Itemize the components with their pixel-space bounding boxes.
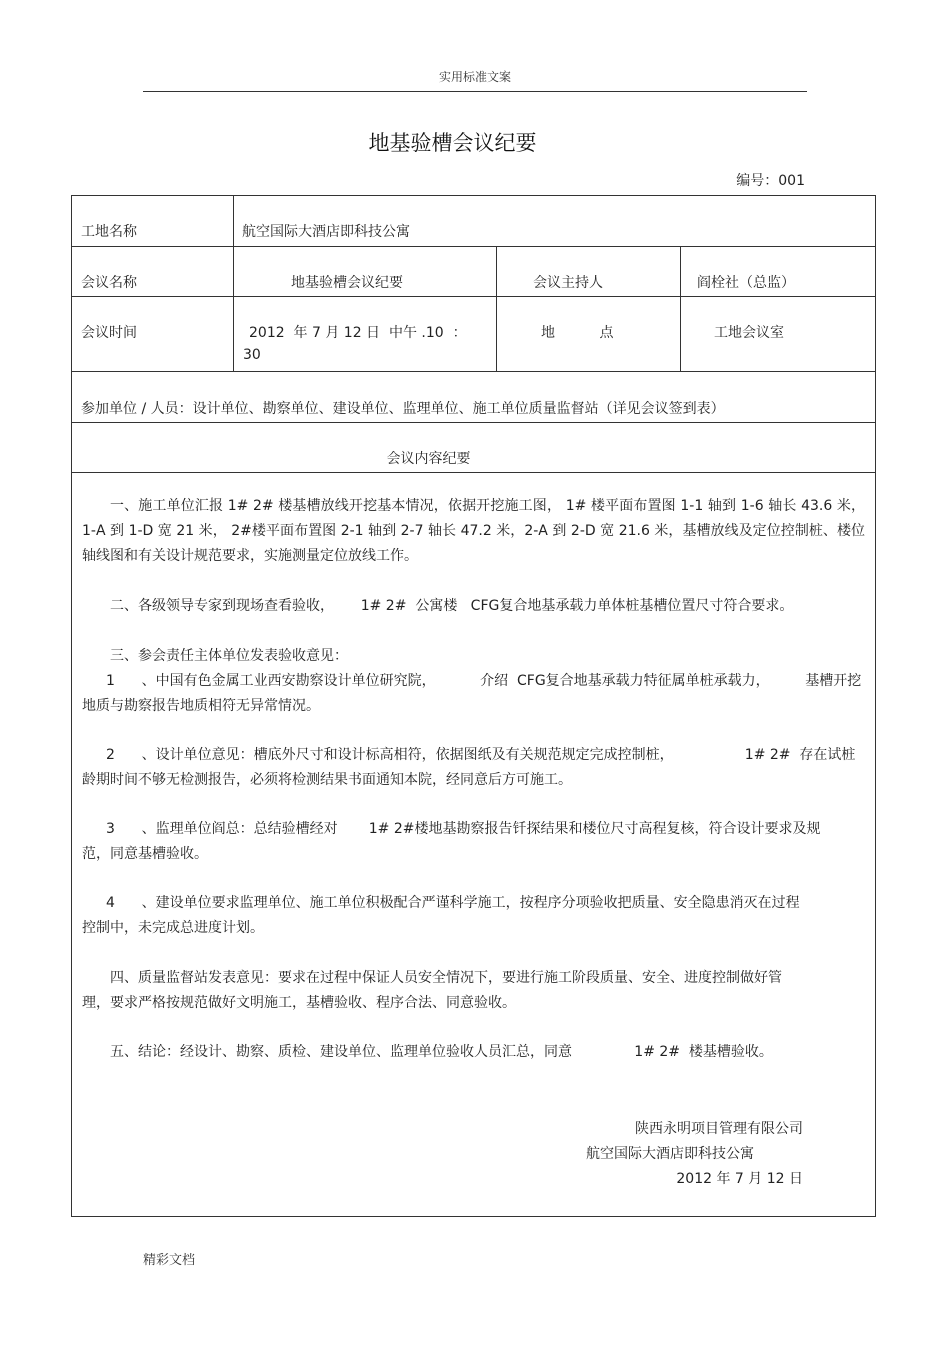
minutes-paragraph-1: 一、施工单位汇报 1# 2# 楼基槽放线开挖基本情况，依据开挖施工图， 1# 楼平面布置图 1-1 轴到 1-6 轴长 43.6 米，1-A 到 1-D 宽 21 米， 2#楼平面布置图 2-1 轴到 2-7 轴长 47.2 米，2-A 到 2-D 宽 21.6 米，基槽放线及定位控制桩、楼位轴线图和有关设计规范要求，实施测量定位放线工作。 (82, 498, 865, 564)
document-title: 地基验槽会议纪要 (368, 131, 537, 155)
meeting-label: 会议名称 (81, 275, 137, 291)
minutes-paragraph-7: 4 、建设单位要求监理单位、施工单位积极配合严谨科学施工，按程序分项验收把质量、安全隐患消灭在过程控制中，未完成总进度计划。 (82, 895, 800, 936)
signature-company: 陕西永明项目管理有限公司 (635, 1121, 803, 1137)
signature-project: 航空国际大酒店即科技公寓 (586, 1146, 754, 1162)
host-label: 会议主持人 (533, 275, 603, 291)
row-content-heading (72, 423, 875, 473)
site-label: 工地名称 (81, 224, 137, 240)
time-label: 会议时间 (81, 325, 137, 341)
signature-date: 2012 年 7 月 12 日 (676, 1171, 803, 1187)
document-number: 编号：001 (736, 173, 805, 189)
page-header-label: 实用标准文案 (438, 70, 511, 84)
row-time (72, 297, 875, 372)
meeting-value: 地基验槽会议纪要 (291, 275, 403, 291)
minutes-paragraph-6: 3 、监理单位阎总：总结验槽经对 1# 2#楼地基勘察报告钎探结果和楼位尺寸高程复核，符合设计要求及规范，同意基槽验收。 (82, 821, 821, 862)
page-footer-label: 精彩文档 (143, 1253, 196, 1268)
time-value-line2: 30 (243, 347, 261, 363)
minutes-paragraph-8: 四、质量监督站发表意见：要求在过程中保证人员安全情况下，要进行施工阶段质量、安全、进度控制做好管理，要求严格按规范做好文明施工，基槽验收、程序合法、同意验收。 (82, 970, 782, 1011)
place-value: 工地会议室 (714, 325, 784, 341)
minutes-paragraph-9: 五、结论：经设计、勘察、质检、建设单位、监理单位验收人员汇总，同意 1# 2# 楼基槽验收。 (110, 1044, 773, 1060)
minutes-table (71, 195, 876, 1217)
host-value: 阎栓社（总监） (697, 275, 795, 291)
row-attendees (72, 372, 875, 423)
attendees-text: 参加单位 / 人员：设计单位、勘察单位、建设单位、监理单位、施工单位质量监督站（详见会议签到表） (81, 401, 725, 417)
minutes-paragraph-4: 1 、中国有色金属工业西安勘察设计单位研究院， 介绍 CFG复合地基承载力特征属单桩承载力， 基槽开挖地质与勘察报告地质相符无异常情况。 (82, 673, 862, 714)
minutes-paragraph-5: 2 、设计单位意见：槽底外尺寸和设计标高相符，依据图纸及有关规范规定完成控制桩， 1# 2# 存在试桩龄期时间不够无检测报告，必须将检测结果书面通知本院，经同意后方可施工。 (82, 747, 856, 788)
minutes-paragraph-2: 二、各级领导专家到现场查看验收， 1# 2# 公寓楼 CFG复合地基承载力单体桩基槽位置尺寸符合要求。 (110, 598, 794, 614)
time-value-line1: 2012 年 7 月 12 日 中午 .10 ： (249, 325, 467, 341)
site-value: 航空国际大酒店即科技公寓 (242, 224, 410, 240)
minutes-paragraph-3: 三、参会责任主体单位发表验收意见： (110, 648, 348, 664)
header-divider (143, 91, 807, 92)
content-heading: 会议内容纪要 (386, 451, 471, 467)
place-label: 地 点 (541, 325, 614, 341)
row-site (72, 196, 875, 247)
row-meeting (72, 247, 875, 297)
